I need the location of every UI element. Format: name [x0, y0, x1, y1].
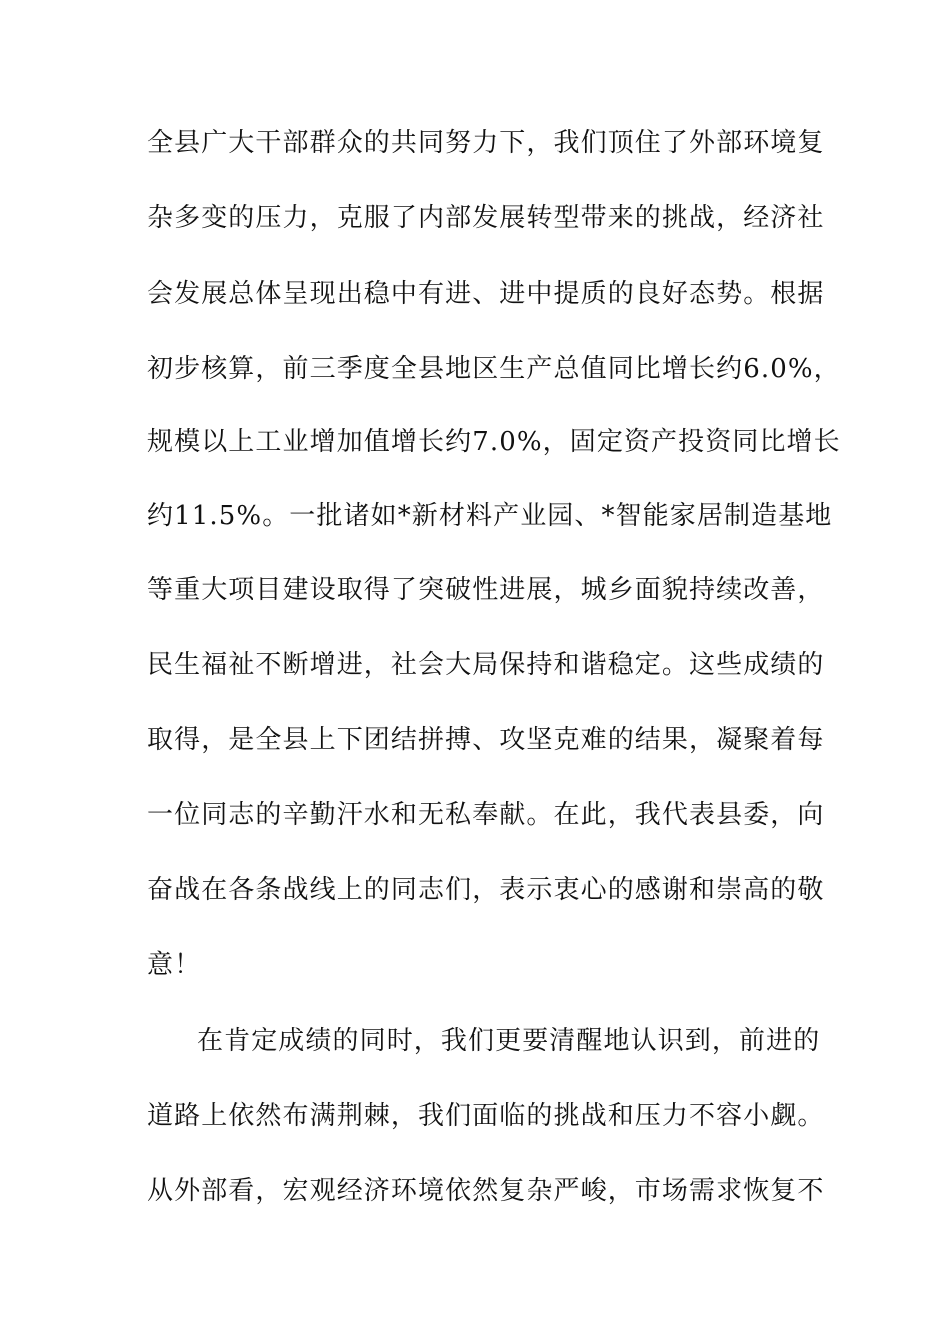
text-line: 规模以上工业增加值增长约7.0%，固定资产投资同比增长 — [147, 427, 841, 457]
paragraph-first-line: 在肯定成绩的同时，我们更要清醒地认识到，前进的 — [197, 1026, 821, 1056]
text-line: 一位同志的辛勤汗水和无私奉献。在此，我代表县委，向 — [147, 800, 825, 830]
text-line: 奋战在各条战线上的同志们，表示衷心的感谢和崇高的敬 — [147, 875, 825, 905]
text-line: 杂多变的压力，克服了内部发展转型带来的挑战，经济社 — [147, 203, 825, 233]
text-line: 民生福祉不断增进，社会大局保持和谐稳定。这些成绩的 — [147, 650, 825, 680]
text-line: 意！ — [147, 950, 202, 980]
text-line: 初步核算，前三季度全县地区生产总值同比增长约6.0%， — [147, 354, 841, 384]
text-line: 道路上依然布满荆棘，我们面临的挑战和压力不容小觑。 — [147, 1101, 825, 1131]
text-line: 约11.5%。一批诸如*新材料产业园、*智能家居制造基地 — [147, 501, 833, 531]
text-line: 等重大项目建设取得了突破性进展，城乡面貌持续改善， — [147, 575, 825, 605]
text-line: 取得，是全县上下团结拼搏、攻坚克难的结果，凝聚着每 — [147, 725, 825, 755]
text-line: 会发展总体呈现出稳中有进、进中提质的良好态势。根据 — [147, 279, 825, 309]
text-line: 全县广大干部群众的共同努力下，我们顶住了外部环境复 — [147, 128, 825, 158]
text-line: 从外部看，宏观经济环境依然复杂严峻，市场需求恢复不 — [147, 1176, 825, 1206]
